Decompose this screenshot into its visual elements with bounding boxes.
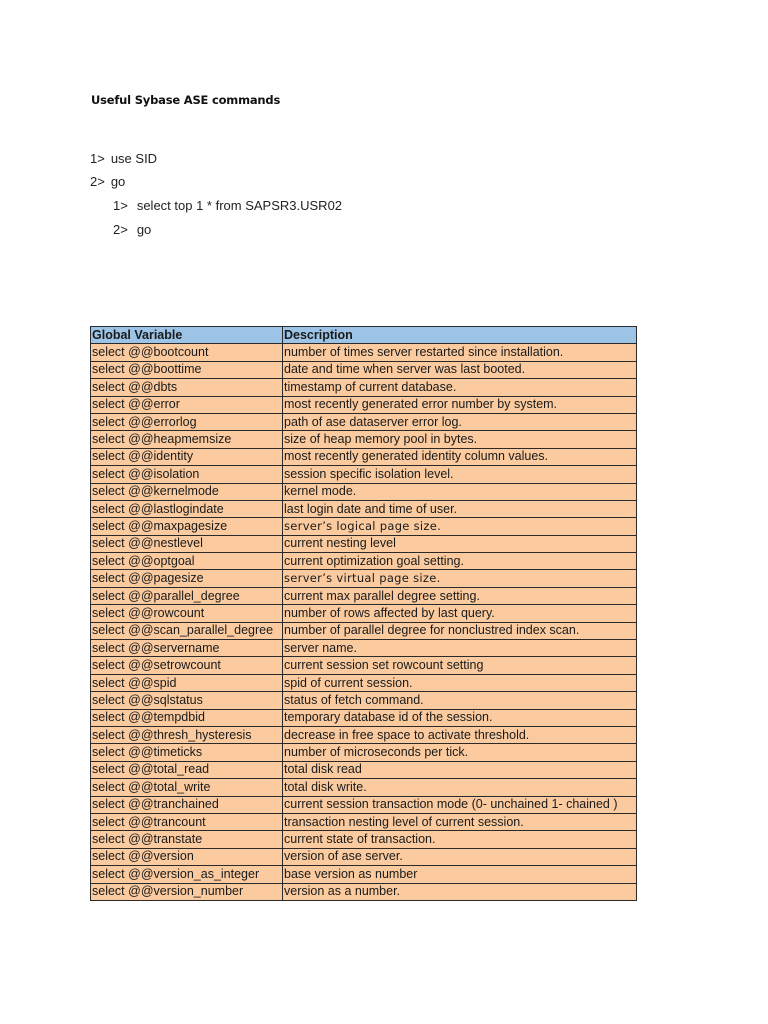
global-variable-cell: select @@rowcount (91, 605, 283, 622)
description-cell: version as a number. (283, 883, 637, 900)
description-cell: number of parallel degree for nonclustred index scan. (283, 622, 637, 639)
description-cell: most recently generated error number by system. (283, 396, 637, 413)
description-cell: total disk read (283, 761, 637, 778)
global-variable-cell: select @@total_write (91, 779, 283, 796)
table-row (91, 674, 637, 691)
description-cell: number of times server restarted since installation. (283, 344, 637, 361)
global-variable-cell: select @@heapmemsize (91, 431, 283, 448)
global-variable-cell: select @@version_as_integer (91, 866, 283, 883)
sub-command-line (113, 198, 342, 213)
table-row (91, 726, 637, 743)
global-variable-cell: select @@pagesize (91, 570, 283, 587)
table-row (91, 866, 637, 883)
page-title: Useful Sybase ASE commands (91, 93, 281, 107)
global-variable-cell: select @@dbts (91, 379, 283, 396)
global-variable-cell: select @@nestlevel (91, 535, 283, 552)
description-cell: current session transaction mode (0- unchained 1- chained ) (283, 796, 637, 813)
description-cell: decrease in free space to activate threshold. (283, 726, 637, 743)
table-row (91, 796, 637, 813)
column-header-description: Description (283, 327, 637, 344)
global-variable-cell: select @@trancount (91, 813, 283, 830)
global-variable-cell: select @@thresh_hysteresis (91, 726, 283, 743)
global-variable-cell: select @@parallel_degree (91, 587, 283, 604)
global-variable-cell: select @@version_number (91, 883, 283, 900)
description-cell: transaction nesting level of current session. (283, 813, 637, 830)
description-cell: path of ase dataserver error log. (283, 413, 637, 430)
global-variable-cell: select @@error (91, 396, 283, 413)
command-number: 1> (113, 198, 128, 213)
description-cell: current nesting level (283, 535, 637, 552)
table-row (91, 813, 637, 830)
description-cell: spid of current session. (283, 674, 637, 691)
description-cell: current session set rowcount setting (283, 657, 637, 674)
table-row (91, 431, 637, 448)
table-row (91, 744, 637, 761)
table-row (91, 413, 637, 430)
description-cell: version of ase server. (283, 848, 637, 865)
table-row (91, 605, 637, 622)
global-variable-cell: select @@sqlstatus (91, 692, 283, 709)
command-text: go (136, 222, 152, 237)
table-row (91, 518, 637, 535)
global-variable-cell: select @@total_read (91, 761, 283, 778)
description-cell: server’s logical page size. (283, 518, 637, 535)
table-row (91, 466, 637, 483)
global-variable-cell: select @@scan_parallel_degree (91, 622, 283, 639)
description-cell: base version as number (283, 866, 637, 883)
description-cell: current max parallel degree setting. (283, 587, 637, 604)
table-row (91, 396, 637, 413)
description-cell: temporary database id of the session. (283, 709, 637, 726)
global-variable-cell: select @@kernelmode (91, 483, 283, 500)
global-variable-cell: select @@lastlogindate (91, 500, 283, 517)
global-variable-cell: select @@optgoal (91, 553, 283, 570)
global-variable-cell: select @@timeticks (91, 744, 283, 761)
table-row (91, 692, 637, 709)
table-row (91, 483, 637, 500)
table-row (91, 379, 637, 396)
table-row (91, 570, 637, 587)
description-cell: date and time when server was last booted. (283, 361, 637, 378)
table-row (91, 622, 637, 639)
global-variable-cell: select @@transtate (91, 831, 283, 848)
description-cell: session specific isolation level. (283, 466, 637, 483)
table-row (91, 587, 637, 604)
global-variable-cell: select @@errorlog (91, 413, 283, 430)
description-cell: most recently generated identity column values. (283, 448, 637, 465)
global-variable-cell: select @@setrowcount (91, 657, 283, 674)
command-line (90, 174, 125, 189)
command-line (90, 151, 157, 166)
description-cell: total disk write. (283, 779, 637, 796)
table-row (91, 657, 637, 674)
global-variable-cell: select @@boottime (91, 361, 283, 378)
global-variables-table (90, 326, 637, 901)
description-cell: timestamp of current database. (283, 379, 637, 396)
command-number: 2> (113, 222, 128, 237)
table-row (91, 848, 637, 865)
table-header-row (91, 327, 637, 344)
description-cell: last login date and time of user. (283, 500, 637, 517)
command-number: 2> (90, 174, 105, 189)
table-row (91, 535, 637, 552)
global-variable-cell: select @@tempdbid (91, 709, 283, 726)
table-row (91, 361, 637, 378)
column-header-global-variable: Global Variable (91, 327, 283, 344)
global-variable-cell: select @@version (91, 848, 283, 865)
table-row (91, 779, 637, 796)
command-text: use SID (110, 151, 158, 166)
command-text: go (110, 174, 126, 189)
global-variable-cell: select @@bootcount (91, 344, 283, 361)
description-cell: server name. (283, 640, 637, 657)
global-variable-cell: select @@servername (91, 640, 283, 657)
global-variable-cell: select @@maxpagesize (91, 518, 283, 535)
global-variable-cell: select @@isolation (91, 466, 283, 483)
global-variable-cell: select @@spid (91, 674, 283, 691)
table-row (91, 344, 637, 361)
description-cell: current state of transaction. (283, 831, 637, 848)
global-variable-cell: select @@tranchained (91, 796, 283, 813)
command-text: select top 1 * from SAPSR3.USR02 (136, 198, 343, 213)
description-cell: size of heap memory pool in bytes. (283, 431, 637, 448)
global-variable-cell: select @@identity (91, 448, 283, 465)
description-cell: number of rows affected by last query. (283, 605, 637, 622)
description-cell: kernel mode. (283, 483, 637, 500)
sub-command-line (113, 222, 151, 237)
table-row (91, 831, 637, 848)
command-number: 1> (90, 151, 105, 166)
table-row (91, 761, 637, 778)
table-row (91, 448, 637, 465)
table-row (91, 553, 637, 570)
table-row (91, 640, 637, 657)
table-row (91, 709, 637, 726)
table-row (91, 500, 637, 517)
description-cell: current optimization goal setting. (283, 553, 637, 570)
table-body (91, 344, 637, 901)
table-row (91, 883, 637, 900)
description-cell: server’s virtual page size. (283, 570, 637, 587)
description-cell: status of fetch command. (283, 692, 637, 709)
description-cell: number of microseconds per tick. (283, 744, 637, 761)
